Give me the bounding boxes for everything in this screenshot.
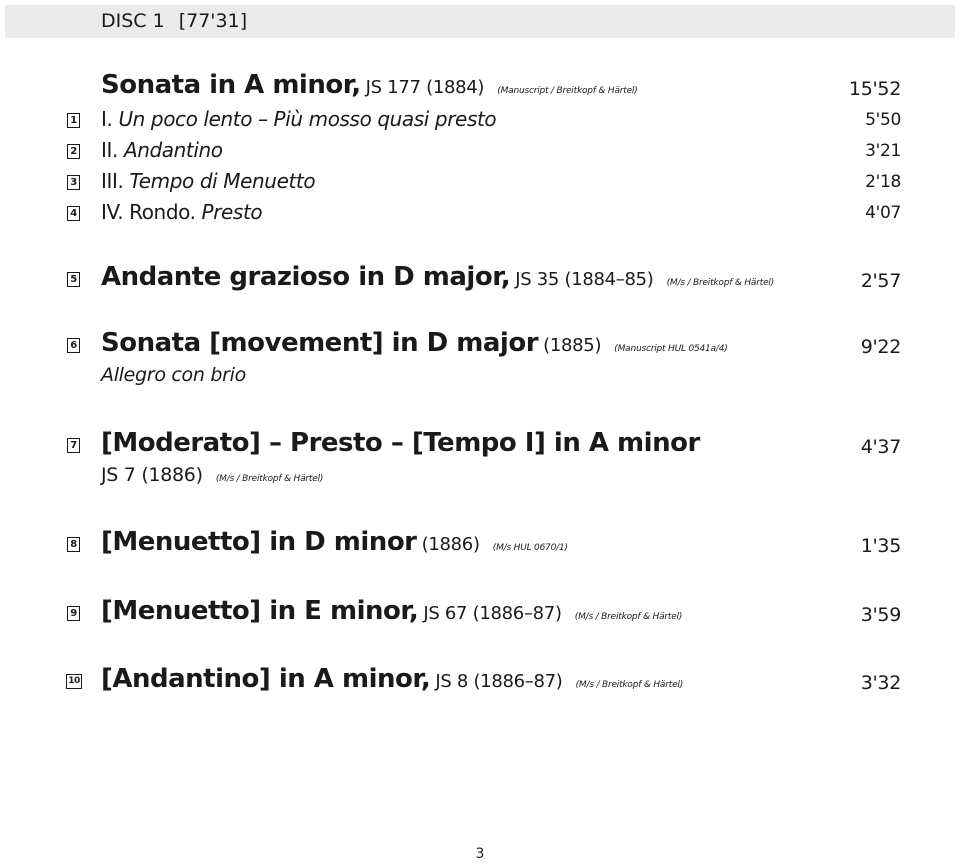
track-number: 9 [67,606,80,621]
track-number: 2 [67,144,80,159]
work-source: (M/s / Breitkopf & Härtel) [215,474,324,484]
work-title: [Andantino] in A minor, [101,664,431,694]
track-duration: 3'32 [860,672,901,694]
disc-total-duration: [77'31] [178,10,248,32]
work-catalog: JS 67 (1886–87) [423,603,562,624]
work-catalog: JS 35 (1884–85) [515,269,654,290]
track-number: 3 [67,175,80,190]
work-catalog: JS 8 (1886–87) [435,671,563,692]
track-duration: 1'35 [860,535,901,557]
track-duration: 5'50 [865,110,901,130]
work-catalog: JS 177 (1884) [365,77,485,98]
movement-tempo: Andantino [123,138,223,162]
work-title: Andante grazioso in D major, [101,262,511,292]
movement-tempo: Presto [201,200,263,224]
work-catalog: (1886) [421,534,480,555]
movement-title [101,107,496,131]
movement-tempo: Un poco lento – Più mosso quasi presto [118,107,497,131]
movement-tempo: Tempo di Menuetto [129,169,316,193]
track-duration: 4'07 [865,203,901,223]
work-source: (M/s / Breitkopf & Härtel) [574,612,683,622]
work-source: (M/s / Breitkopf & Härtel) [575,680,684,690]
movement-roman: I. [101,107,113,131]
work-title: [Menuetto] in E minor, [101,596,419,626]
work-title-line [101,664,683,694]
work-subtitle-line [101,464,323,486]
work-catalog: (1885) [543,335,602,356]
work-title: [Menuetto] in D minor [101,527,417,557]
track-number: 1 [67,113,80,128]
work-title: Sonata in A minor, [101,70,361,100]
track-duration: 4'37 [860,436,901,458]
track-duration: 3'59 [860,604,901,626]
work-title-line [101,70,638,100]
track-number: 4 [67,206,80,221]
movement-title [101,169,315,193]
work-title-line [101,596,682,626]
work-source: (Manuscript / Breitkopf & Härtel) [497,86,638,96]
work-title-line [101,428,700,458]
track-duration: 3'21 [865,141,901,161]
work-source: (M/s / Breitkopf & Härtel) [666,278,775,288]
work-title: [Moderato] – Presto – [Tempo I] in A minor [101,428,700,458]
track-number: 6 [67,338,80,353]
movement-roman: IV. Rondo. [101,200,196,224]
track-duration: 2'57 [860,270,901,292]
track-number: 8 [67,537,80,552]
work-source: (Manuscript HUL 0541a/4) [614,344,728,354]
work-source: (M/s HUL 0670/1) [492,543,568,553]
movement-title [101,138,223,162]
page-number: 3 [475,846,485,862]
track-duration: 9'22 [860,336,901,358]
track-number: 10 [66,674,82,689]
work-title-line [101,328,728,358]
work-title: Sonata [movement] in D major [101,328,539,358]
work-title-line [101,262,774,292]
movement-title [101,200,262,224]
work-subtitle: Allegro con brio [101,364,246,386]
movement-roman: II. [101,138,118,162]
work-catalog: JS 7 (1886) [101,464,203,486]
disc-label: DISC 1 [101,10,165,32]
movement-roman: III. [101,169,124,193]
track-number: 7 [67,438,80,453]
track-duration: 2'18 [865,172,901,192]
track-number: 5 [67,272,80,287]
disc-header [5,5,955,38]
work-duration: 15'52 [848,78,901,100]
work-title-line [101,527,568,557]
